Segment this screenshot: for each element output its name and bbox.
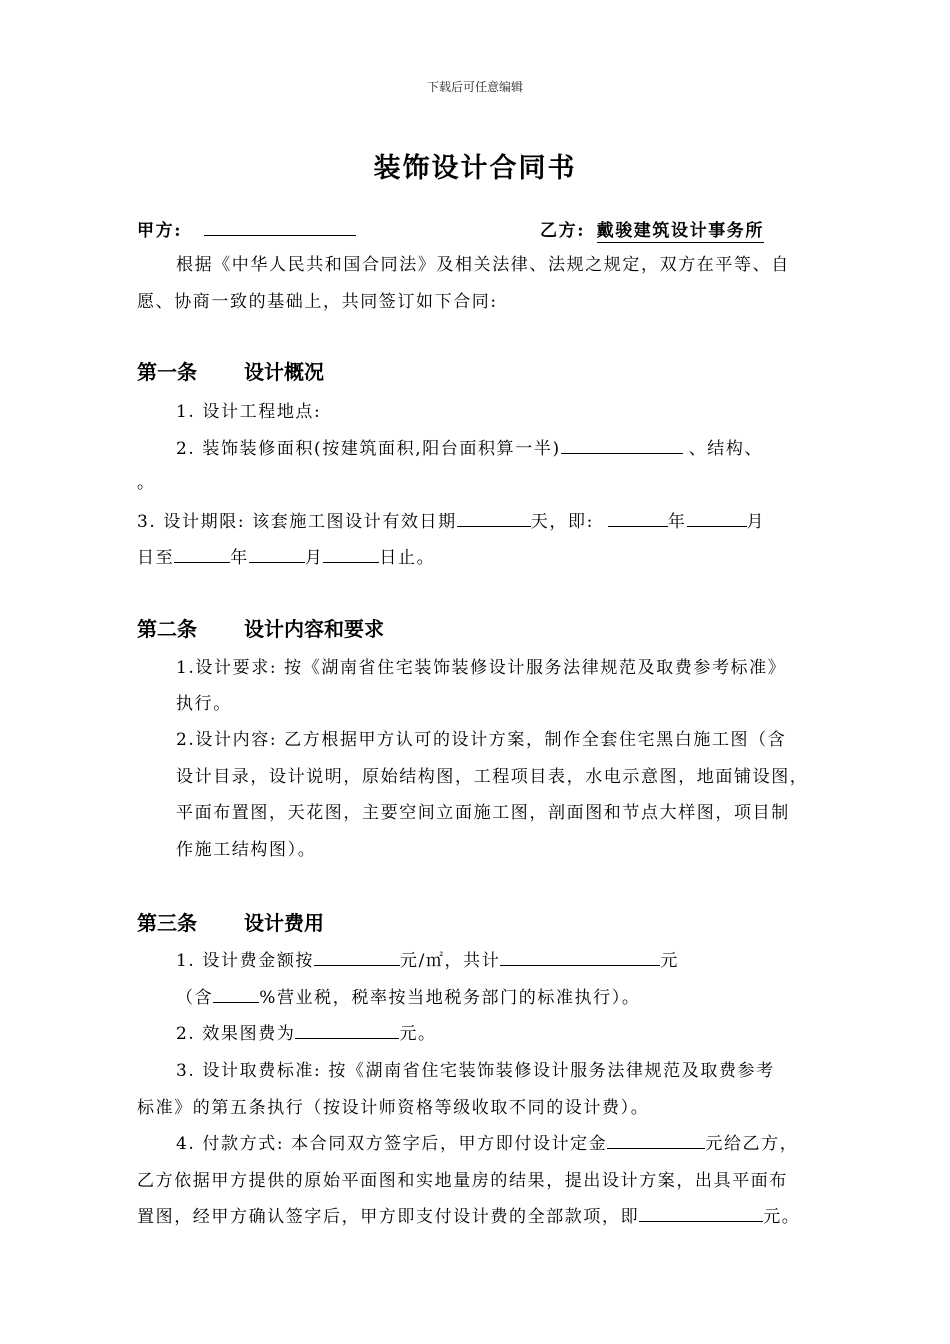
full-payment-blank[interactable] <box>639 1204 763 1222</box>
intro-line-1: 根据《中华人民共和国合同法》及相关法律、法规之规定，双方在平等、自 <box>176 255 790 275</box>
rate-per-sqm-blank[interactable] <box>314 948 400 966</box>
rendering-fee-blank[interactable] <box>295 1021 399 1039</box>
s3-item-1-line-2 <box>176 983 640 1008</box>
section-2-heading <box>137 613 384 642</box>
s3-item-4-line-3-text: 置图，经甲方确认签字后，甲方即支付设计费的全部款项，即 <box>137 1207 640 1227</box>
s3-item-4-text: 4. 付款方式: 本合同双方签字后，甲方即付设计定金 <box>176 1134 608 1154</box>
s3-item-4-line-1 <box>176 1129 798 1154</box>
end-month-label: 月 <box>304 548 324 568</box>
intro-line-2: 愿、协商一致的基础上，共同签订如下合同: <box>137 292 498 312</box>
s3-item-2-text: 2. 效果图费为 <box>176 1024 296 1044</box>
s3-item-4-tail: 元给乙方， <box>705 1134 799 1154</box>
end-year-label: 年 <box>230 548 249 568</box>
start-month-blank[interactable] <box>687 509 747 527</box>
s3-item-1 <box>176 946 679 971</box>
s1-item-2 <box>176 434 763 459</box>
s1-item-1: 1. 设计工程地点: <box>176 402 322 422</box>
section-2-number: 第二条 <box>137 617 197 641</box>
party-a-line <box>137 216 356 241</box>
s1-item-3-line-2 <box>137 543 435 568</box>
s2-item-1-line-1: 1.设计要求: 按《湖南省住宅装饰装修设计服务法律规范及取费参考标准》 <box>176 658 787 678</box>
section-1-heading <box>137 356 324 385</box>
s3-item-1-end: 元 <box>660 951 679 971</box>
end-year-blank[interactable] <box>174 545 230 563</box>
tax-note: %营业税，税率按当地税务部门的标准执行）。 <box>259 988 641 1008</box>
s3-item-3-line-1: 3. 设计取费标准: 按《湖南省住宅装饰装修设计服务法律规范及取费参考 <box>176 1061 775 1081</box>
tax-prefix: （含 <box>176 988 214 1008</box>
party-b-line <box>540 216 764 241</box>
s1-item-3 <box>137 507 765 532</box>
s3-item-4-line-2: 乙方依据甲方提供的原始平面图和实地量房的结果，提出设计方案，出具平面布 <box>137 1171 788 1191</box>
section-3-heading <box>137 907 324 936</box>
start-year-label: 年 <box>667 512 687 532</box>
s3-item-2-tail: 元。 <box>399 1024 437 1044</box>
end-month-blank[interactable] <box>249 545 305 563</box>
s2-item-1-line-2: 执行。 <box>176 694 232 714</box>
s2-item-2-line-4: 作施工结构图）。 <box>176 840 317 860</box>
section-3-title: 设计费用 <box>243 911 324 935</box>
days-blank[interactable] <box>457 509 531 527</box>
s3-item-1-text: 1. 设计费金额按 <box>176 951 315 971</box>
deposit-blank[interactable] <box>607 1131 705 1149</box>
s1-item-2-cont: 。 <box>137 473 156 493</box>
start-day-label: 日至 <box>137 548 175 568</box>
party-a-blank[interactable] <box>204 218 356 236</box>
section-1-title: 设计概况 <box>243 360 324 384</box>
s2-item-2-line-3: 平面布置图，天花图，主要空间立面施工图，剖面图和节点大样图，项目制 <box>176 803 790 823</box>
party-b-name: 戴骏建筑设计事务所 <box>596 221 765 241</box>
area-blank[interactable] <box>561 436 683 454</box>
s1-item-3-text: 3. 设计期限: 该套施工图设计有效日期 <box>137 512 457 532</box>
total-fee-blank[interactable] <box>500 948 660 966</box>
s2-item-2-line-1: 2.设计内容: 乙方根据甲方认可的设计方案，制作全套住宅黑白施工图（含 <box>176 730 787 750</box>
s2-item-2-line-2: 设计目录，设计说明，原始结构图，工程项目表，水电示意图，地面铺设图， <box>176 767 809 787</box>
s3-item-4-line-3 <box>137 1202 800 1227</box>
document-title: 装饰设计合同书 <box>373 153 577 184</box>
s3-item-4-line-3-tail: 元。 <box>763 1207 801 1227</box>
party-a-label: 甲方: <box>137 221 183 241</box>
s3-item-3-line-2: 标准》的第五条执行（按设计师资格等级收取不同的设计费）。 <box>137 1098 650 1118</box>
s3-item-1-mid: 元/㎡，共计 <box>400 951 501 971</box>
end-day-label: 日止。 <box>379 548 436 568</box>
section-3-number: 第三条 <box>137 911 197 935</box>
start-year-blank[interactable] <box>608 509 668 527</box>
s1-item-3-day: 天，即: <box>530 512 594 532</box>
party-b-label: 乙方: <box>540 221 586 241</box>
start-month-label: 月 <box>746 512 766 532</box>
section-2-title: 设计内容和要求 <box>243 617 384 641</box>
section-1-number: 第一条 <box>137 360 197 384</box>
s1-item-2-tail: 、结构、 <box>688 439 764 459</box>
s3-item-2 <box>176 1019 437 1044</box>
s1-item-2-text: 2. 装饰装修面积(按建筑面积,阳台面积算一半) <box>176 439 561 459</box>
end-day-blank[interactable] <box>323 545 379 563</box>
tax-rate-blank[interactable] <box>213 985 259 1003</box>
header-note: 下载后可任意编辑 <box>426 80 523 94</box>
